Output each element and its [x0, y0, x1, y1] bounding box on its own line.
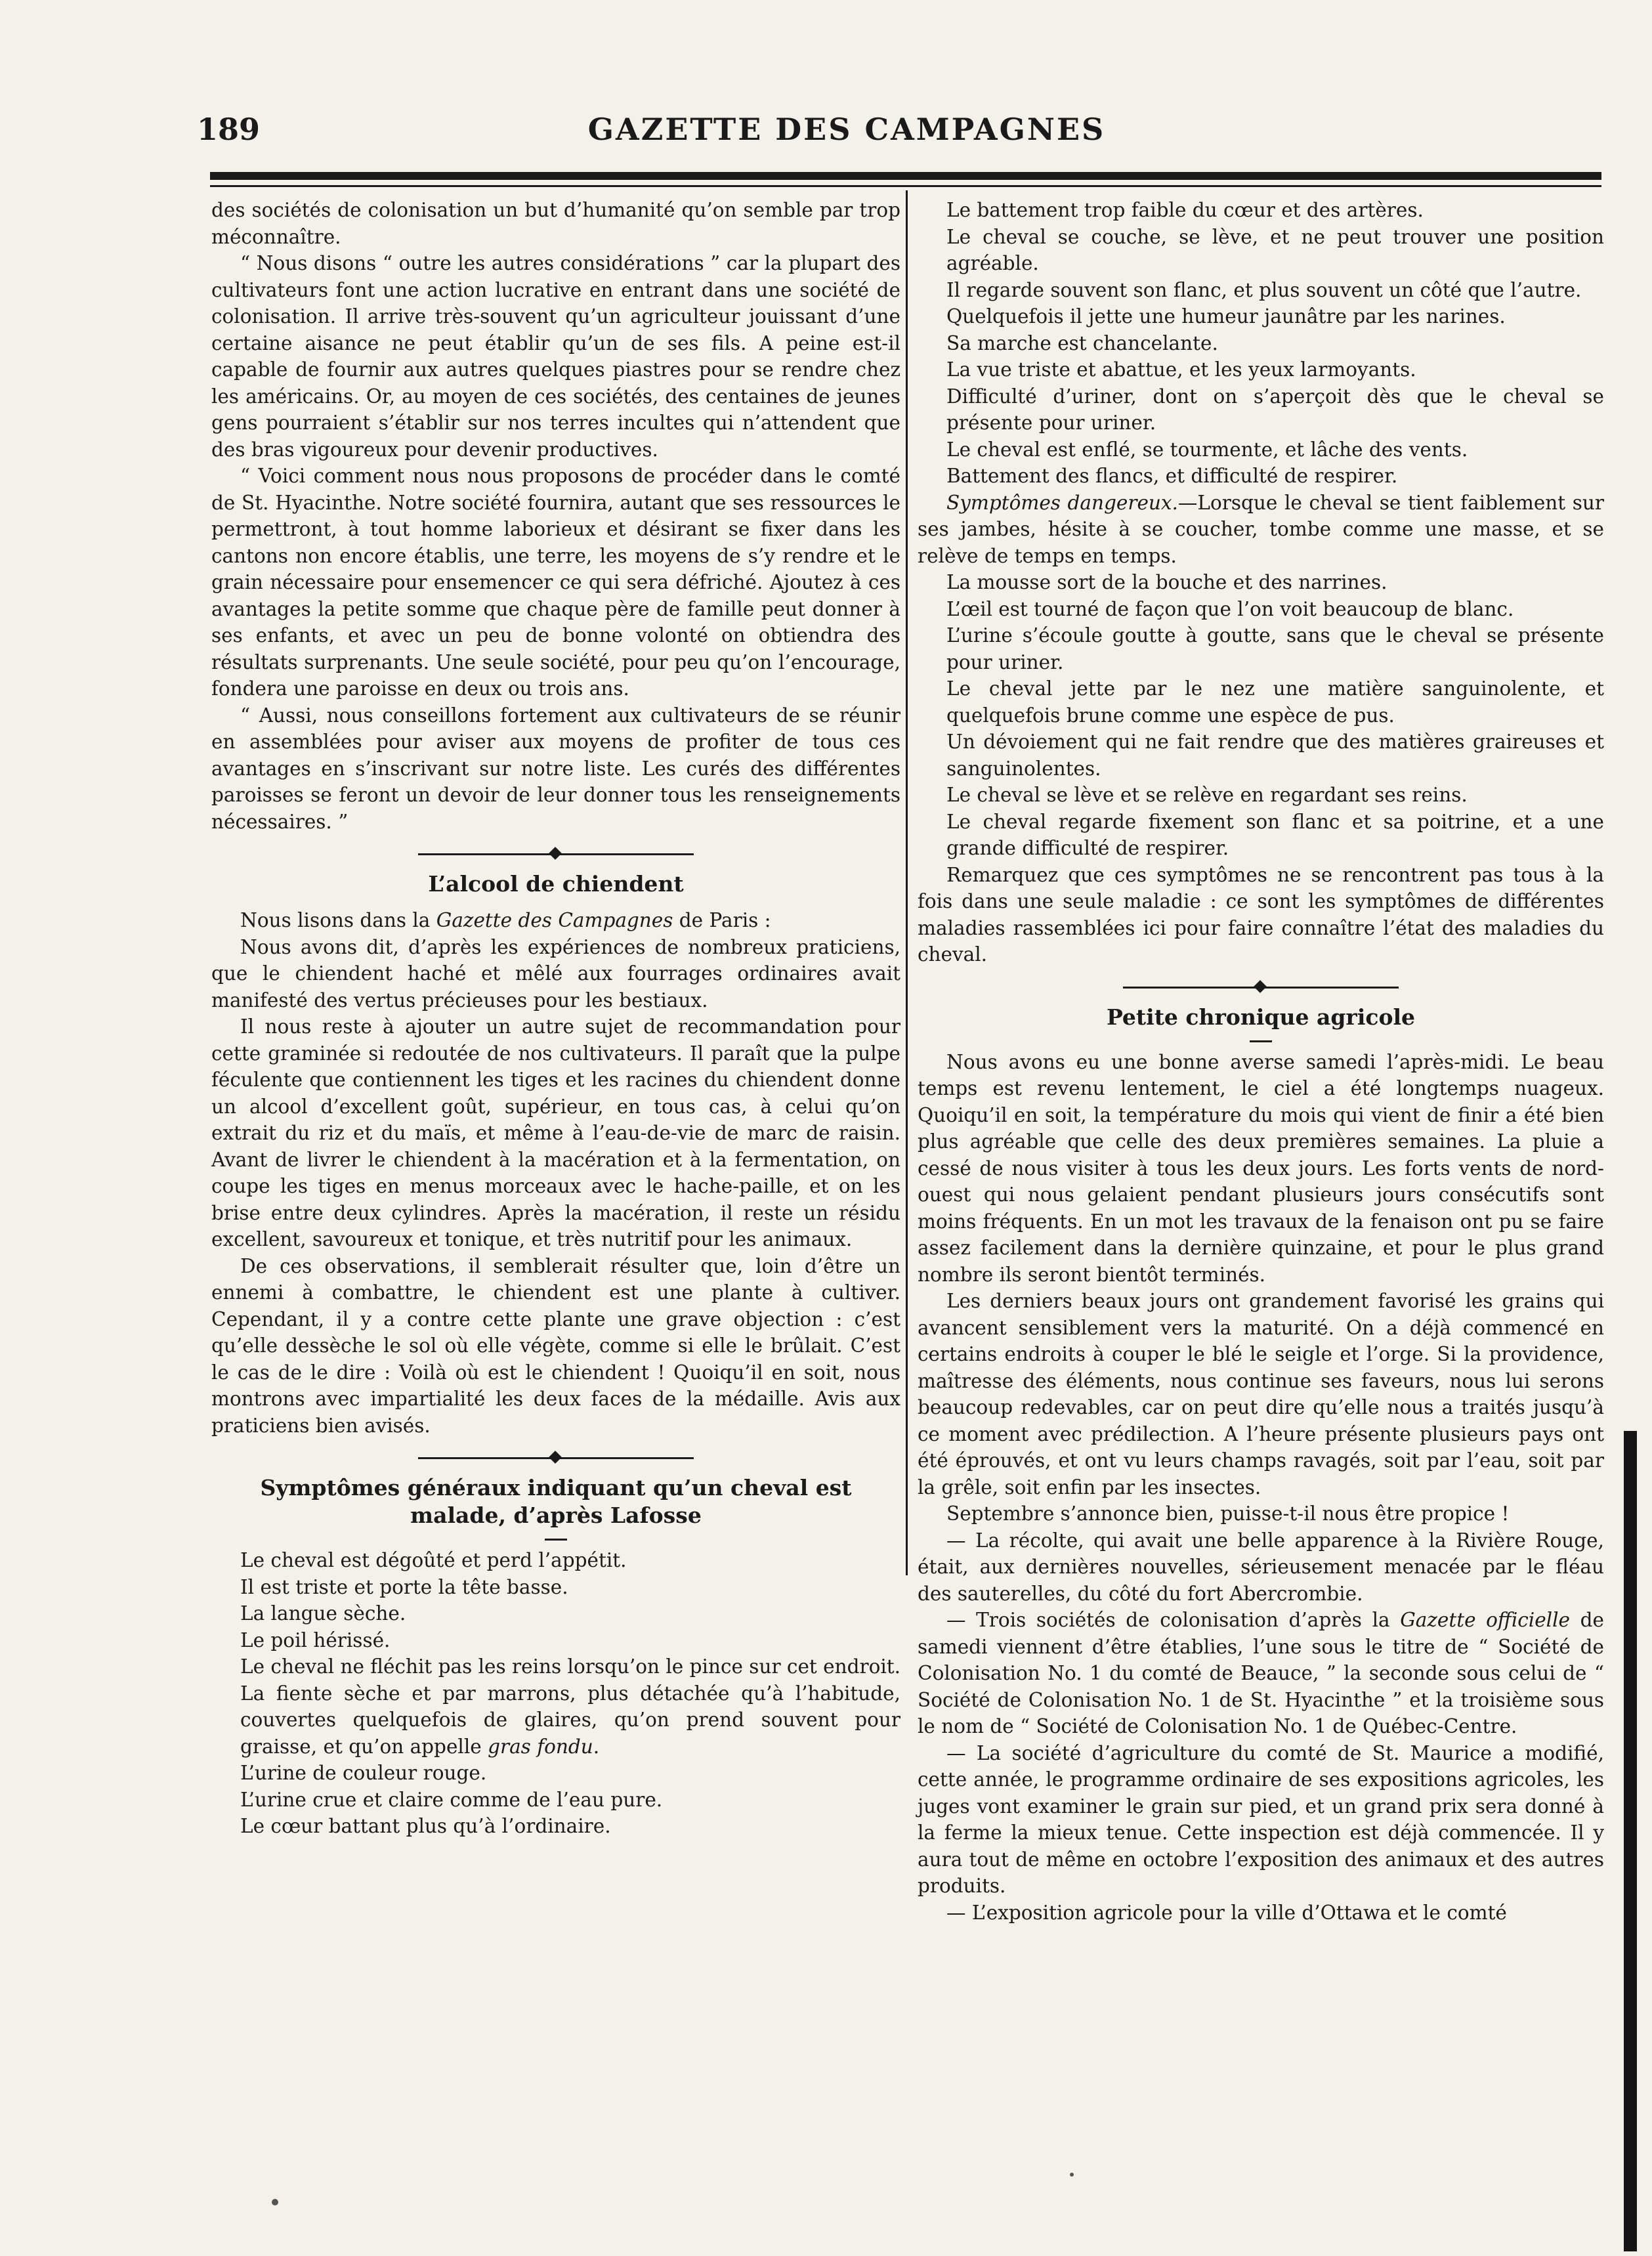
- symptom-item: La fiente sèche et par marrons, plus détachée qu’à l’habitude, couvertes quelquefois de glaires, qu’on prend souvent pour graisse, et qu’on appelle gras fondu.: [240, 1682, 900, 1758]
- right-column: [918, 197, 1604, 1926]
- section-ornament: [418, 844, 694, 864]
- alcool-title: L’alcool de chiendent: [428, 871, 684, 897]
- masthead: GAZETTE DES CAMPAGNES: [587, 112, 1106, 147]
- symptom-list-right: [918, 197, 1604, 490]
- section-ornament: [1123, 977, 1399, 997]
- symptom-item: Quelquefois il jette une humeur jaunâtre par les narines.: [946, 305, 1506, 328]
- article-paragraph: — Trois sociétés de colonisation d’après la Gazette officielle de samedi viennent d’être établies, l’une sous le titre de “ Société de Colonisation No. 1 du comté de Beauce, ” la seconde sous celui de “ Société de Colonisation No. 1 de St. Hyacinthe ” et la troisième sous le nom de “ Société de Colonisation No. 1 de Québec-Centre.: [918, 1609, 1604, 1737]
- gras-fondu-italic: gras fondu: [488, 1735, 593, 1758]
- article-paragraph: — La société d’agriculture du comté de St. Maurice a modifié, cette année, le programme ordinaire de ses expositions agricoles, les juges vont examiner le grain sur pied, et un grand prix sera donné à la ferme la mieux tenue. Cette inspection est déjà commencée. Il y aura tout de même en octobre l’exposition des animaux et des autres produits.: [918, 1741, 1604, 1897]
- symptom-item: Le cheval est enflé, se tourmente, et lâche des vents.: [946, 438, 1468, 461]
- symptom-item: Sa marche est chancelante.: [946, 331, 1218, 354]
- symptom-item: Le cheval jette par le nez une matière sanguinolente, et quelquefois brune comme une espèce de pus.: [946, 677, 1604, 727]
- symptom-item: Le cheval ne fléchit pas les reins lorsqu’on le pince sur cet endroit.: [240, 1655, 901, 1678]
- dangerous-label: Symptômes dangereux.: [946, 491, 1178, 514]
- symptom-item: L’urine crue et claire comme de l’eau pure.: [240, 1788, 663, 1811]
- symptom-item: L’œil est tourné de façon que l’on voit beaucoup de blanc.: [946, 597, 1514, 620]
- symptomes-title: Symptômes généraux indiquant qu’un cheval est malade, d’après Lafosse: [260, 1475, 852, 1528]
- left-column: [211, 197, 900, 1840]
- symptom-item: La mousse sort de la bouche et des narrines.: [946, 571, 1387, 593]
- symptom-item: Le cœur battant plus qu’à l’ordinaire.: [240, 1815, 611, 1837]
- header-rule-thin: [210, 185, 1601, 187]
- symptom-item: L’urine s’écoule goutte à goutte, sans que le cheval se présente pour uriner.: [946, 624, 1604, 673]
- dangerous-symptom-list: [918, 569, 1604, 862]
- symptom-item: Il est triste et porte la tête basse.: [240, 1575, 568, 1598]
- chronique-title: Petite chronique agricole: [1106, 1004, 1415, 1030]
- symptom-item: Le cheval regarde fixement son flanc et sa poitrine, et a une grande difficulté de respirer.: [946, 810, 1604, 859]
- page-header: [197, 112, 1496, 151]
- scan-edge-bar: [1624, 1431, 1637, 2251]
- symptom-item: Le poil hérissé.: [240, 1628, 391, 1651]
- symptom-item: Le cheval se couche, se lève, et ne peut trouver une position agréable.: [946, 225, 1604, 274]
- article-paragraph: des sociétés de colonisation un but d’humanité qu’on semble par trop méconnaître.: [211, 199, 900, 248]
- article-paragraph: Septembre s’annonce bien, puisse-t-il nous être propice !: [946, 1502, 1510, 1525]
- article-paragraph: Remarquez que ces symptômes ne se rencontrent pas tous à la fois dans une seule maladie : ce sont les symptômes de différentes maladies rassemblées ici pour faire connaître l’état des maladies du cheval.: [918, 863, 1604, 966]
- dangerous-symptoms-intro: Symptômes dangereux.—Lorsque le cheval se tient faiblement sur ses jambes, hésite à se coucher, tombe comme une masse, et se relève de temps en temps.: [918, 491, 1604, 567]
- article-paragraph: — L’exposition agricole pour la ville d’Ottawa et le comté: [946, 1901, 1507, 1924]
- symptom-item: La langue sèche.: [240, 1602, 406, 1625]
- header-rule-thick: [210, 172, 1601, 180]
- symptom-item: Difficulté d’uriner, dont on s’aperçoit dès que le cheval se présente pour uriner.: [946, 385, 1604, 434]
- article-paragraph: “ Voici comment nous nous proposons de procéder dans le comté de St. Hyacinthe. Notre société fournira, autant que ses ressources le permettront, à tout homme laborieux et désirant se fixer dans les cantons non encore établis, une terre, les moyens de s’y rendre et le grain nécessaire pour ensemencer ce qui sera défriché. Ajoutez à ces avantages la petite somme que chaque père de famille peut donner à ses enfants, et avec un peu de bonne volonté on obtiendra des résultats surprenants. Une seule société, pour peu qu’on l’encourage, fondera une paroisse en deux ou trois ans.: [211, 465, 900, 700]
- ink-speck: [272, 2199, 278, 2205]
- article-paragraph: Il nous reste à ajouter un autre sujet de recommandation pour cette graminée si redoutée de nos cultivateurs. Il paraît que la pulpe féculente que contiennent les tiges et les racines du chiendent donne un alcool d’excellent goût, supérieur, en tous cas, à celui qu’on extrait du riz et du maïs, et même à l’eau-de-vie de marc de raisin. Avant de livrer le chiendent à la macération et à la fermentation, on coupe les tiges en menus morceaux avec le hache-paille, et on les brise entre deux cylindres. Après la macération, il reste un résidu excellent, savoureux et tonique, et très nutritif pour les animaux.: [211, 1015, 900, 1250]
- symptom-item: Il regarde souvent son flanc, et plus souvent un côté que l’autre.: [946, 278, 1582, 301]
- symptom-item: Le cheval est dégoûté et perd l’appétit.: [240, 1549, 627, 1571]
- title-dash: [1250, 1040, 1272, 1042]
- article-paragraph: Les derniers beaux jours ont grandement favorisé les grains qui avancent sensiblement vers la maturité. On a déjà commencé en certains endroits à couper le blé le seigle et l’orge. Si la providence, maîtresse des éléments, nous continue ses faveurs, nous lui serons beaucoup redevables, car on peut dire qu’elle nous a traités jusqu’à ce moment avec prédilection. A l’heure présente plusieurs pays ont été éprouvés, et ont vu leurs champs ravagés, soit par l’eau, soit par la grêle, soit enfin par les insectes.: [918, 1290, 1604, 1499]
- page-number: 189: [197, 112, 261, 147]
- symptom-item: Le cheval se lève et se relève en regardant ses reins.: [946, 784, 1468, 806]
- article-paragraph: De ces observations, il semblerait résulter que, loin d’être un ennemi à combattre, le chiendent est une plante à cultiver. Cependant, il y a contre cette plante une grave objection : c’est qu’elle dessèche le sol où elle végète, comme si elle le brûlait. C’est le cas de le dire : Voilà où est le chiendent ! Quoiqu’il en soit, nous montrons avec impartialité les deux faces de la médaille. Avis aux praticiens bien avisés.: [211, 1254, 900, 1437]
- ink-speck: [1070, 2173, 1074, 2177]
- title-dash: [545, 1539, 567, 1541]
- gazette-title-italic: Gazette des Campagnes: [436, 909, 673, 931]
- article-paragraph: Nous avons eu une bonne averse samedi l’après-midi. Le beau temps est revenu lentement, le ciel a été longtemps nuageux. Quoiqu’il en soit, la température du mois qui vient de finir a été bien plus agréable que celle des deux premières semaines. La pluie a cessé de nous visiter à tous les deux jours. Les forts vents de nord-ouest qui nous gelaient pendant plusieurs jours consécutifs sont moins fréquents. En un mot les travaux de la fenaison ont pu se faire assez facilement dans la dernière quinzaine, et pour le plus grand nombre ils seront bientôt terminés.: [918, 1050, 1604, 1286]
- article-paragraph: “ Nous disons “ outre les autres considérations ” car la plupart des cultivateurs font une action lucrative en entrant dans une société de colonisation. Il arrive très-souvent qu’un agriculteur jouissant d’une certaine aisance ne peut établir qu’un de ses fils. A peine est-il capable de fournir aux autres quelques piastres pour se rendre chez les américains. Or, au moyen de ces sociétés, des centaines de jeunes gens pourraient s’établir sur nos terres incultes qui n’attendent que des bras vigoureux pour devenir productives.: [211, 252, 900, 461]
- section-ornament: [418, 1448, 694, 1468]
- symptom-item: Battement des flancs, et difficulté de respirer.: [946, 465, 1398, 487]
- symptom-item: Un dévoiement qui ne fait rendre que des matières graireuses et sanguinolentes.: [946, 731, 1604, 780]
- symptom-list-left: [211, 1547, 900, 1840]
- symptom-item: L’urine de couleur rouge.: [240, 1762, 487, 1784]
- column-divider: [906, 190, 908, 1575]
- article-paragraph: — La récolte, qui avait une belle apparence à la Rivière Rouge, était, aux dernières nouvelles, sérieusement menacée par le fléau des sauterelles, du côté du fort Abercrombie.: [918, 1529, 1604, 1605]
- article-paragraph: Nous avons dit, d’après les expériences de nombreux praticiens, que le chiendent haché et mêlé aux fourrages ordinaires avait manifesté des vertus précieuses pour les bestiaux.: [211, 935, 900, 1011]
- alcool-intro: Nous lisons dans la Gazette des Campagnes de Paris :: [240, 909, 771, 931]
- symptom-item: La vue triste et abattue, et les yeux larmoyants.: [946, 358, 1416, 381]
- symptom-item: Le battement trop faible du cœur et des artères.: [946, 199, 1424, 221]
- article-paragraph: “ Aussi, nous conseillons fortement aux cultivateurs de se réunir en assemblées pour aviser aux moyens de profiter de tous ces avantages en s’inscrivant sur notre liste. Les curés des différentes paroisses se feront un devoir de leur donner tous les renseignements nécessaires. ”: [211, 704, 900, 833]
- gazette-officielle-italic: Gazette officielle: [1400, 1609, 1570, 1631]
